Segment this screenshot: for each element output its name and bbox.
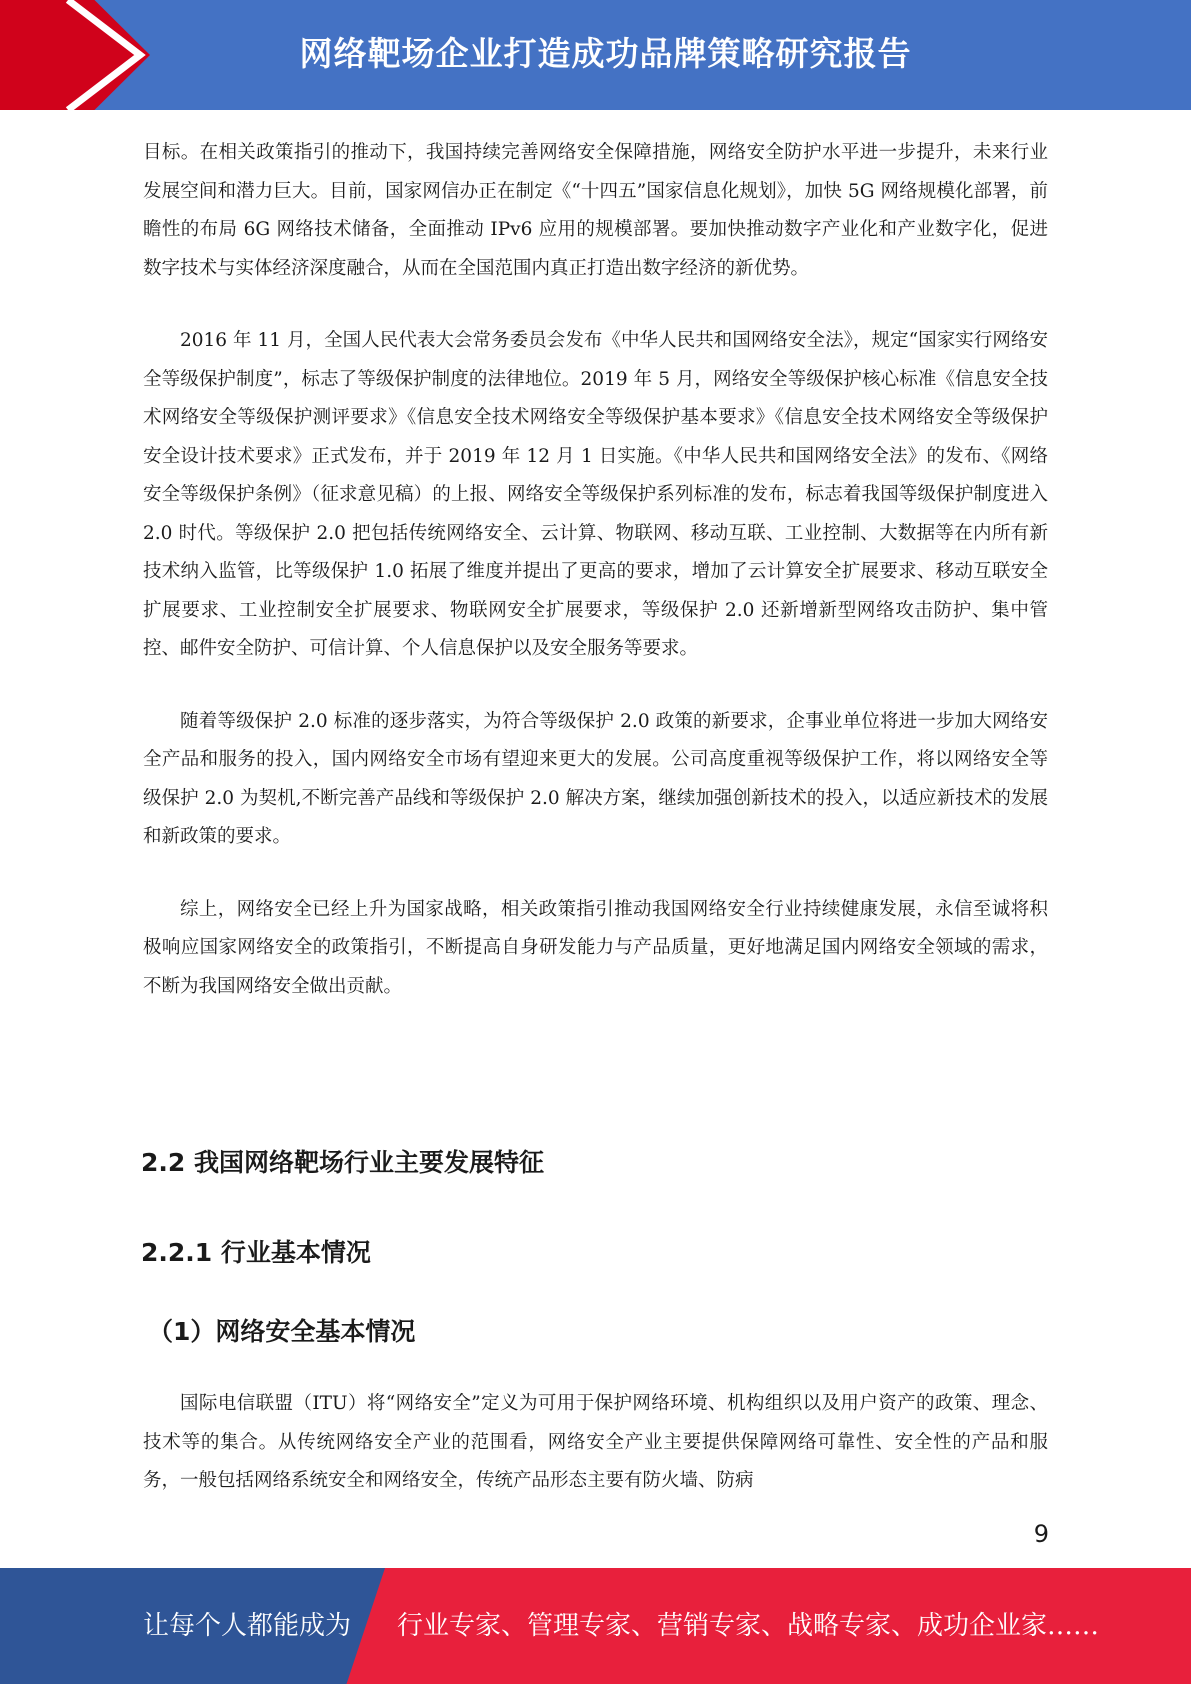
footer-slogan-right: 行业专家、管理专家、营销专家、战略专家、成功企业家…… — [397, 1611, 1100, 1641]
paragraph-3: 随着等级保护 2.0 标准的逐步落实，为符合等级保护 2.0 政策的新要求，企事业单位将进一步加大网络安全产品和服务的投入，国内网络安全市场有望迎来更大的发展。公司高度重视等级保护工作，将以网络安全等级保护 2.0 为契机,不断完善产品线和等级保护 2.0 解决方案，继续加强创新技术的投入，以适应新技术的发展和新政策的要求。 — [143, 710, 1048, 847]
section-heading-2-2-1: 2.2.1 行业基本情况 — [141, 1238, 371, 1267]
paragraph-5: 国际电信联盟（ITU）将“网络安全”定义为可用于保护网络环境、机构组织以及用户资产的政策、理念、技术等的集合。从传统网络安全产业的范围看，网络安全产业主要提供保障网络可靠性、安全性的产品和服务，一般包括网络系统安全和网络安全，传统产品形态主要有防火墙、防病 — [143, 1393, 1048, 1491]
body-text — [143, 134, 1048, 1006]
page-header — [0, 0, 1191, 110]
page-footer — [0, 1568, 1191, 1684]
footer-slogan-left: 让每个人都能成为 — [143, 1611, 352, 1641]
section-heading-2-2: 2.2 我国网络靶场行业主要发展特征 — [141, 1148, 544, 1177]
paragraph-1: 目标。在相关政策指引的推动下，我国持续完善网络安全保障措施，网络安全防护水平进一步提升，未来行业发展空间和潜力巨大。目前，国家网信办正在制定《“十四五”国家信息化规划》，加快 5G 网络规模化部署，前瞻性的布局 6G 网络技术储备，全面推动 IPv6 应用的规模部署。要加快推动数字产业化和产业数字化，促进数字技术与实体经济深度融合，从而在全国范围内真正打造出数字经济的新优势。 — [143, 142, 1048, 279]
page-number: 9 — [1033, 1520, 1049, 1548]
subsection-heading-1: （1）网络安全基本情况 — [148, 1317, 416, 1346]
paragraph-2: 2016 年 11 月，全国人民代表大会常务委员会发布《中华人民共和国网络安全法》，规定“国家实行网络安全等级保护制度”，标志了等级保护制度的法律地位。2019 年 5 月，网络安全等级保护核心标准《信息安全技术网络安全等级保护测评要求》《信息安全技术网络安全等级保护基本要求》《信息安全技术网络安全等级保护安全设计技术要求》正式发布，并于 2019 年 12 月 1 日实施。《中华人民共和国网络安全法》的发布、《网络安全等级保护条例》（征求意见稿）的上报、网络安全等级保护系列标准的发布，标志着我国等级保护制度进入 2.0 时代。等级保护 2.0 把包括传统网络安全、云计算、物联网、移动互联、工业控制、大数据等在内所有新技术纳入监管，比等级保护 1.0 拓展了维度并提出了更高的要求，增加了云计算安全扩展要求、移动互联安全扩展要求、工业控制安全扩展要求、物联网安全扩展要求，等级保护 2.0 还新增新型网络攻击防护、集中管控、邮件安全防护、可信计算、个人信息保护以及安全服务等要求。 — [143, 330, 1048, 659]
header-title: 网络靶场企业打造成功品牌策略研究报告 — [299, 34, 912, 73]
body-text-continued — [143, 1385, 1048, 1501]
header-chevron-icon — [0, 0, 150, 110]
paragraph-4: 综上，网络安全已经上升为国家战略，相关政策指引推动我国网络安全行业持续健康发展，永信至诚将积极响应国家网络安全的政策指引，不断提高自身研发能力与产品质量，更好地满足国内网络安全领域的需求，不断为我国网络安全做出贡献。 — [143, 898, 1048, 997]
